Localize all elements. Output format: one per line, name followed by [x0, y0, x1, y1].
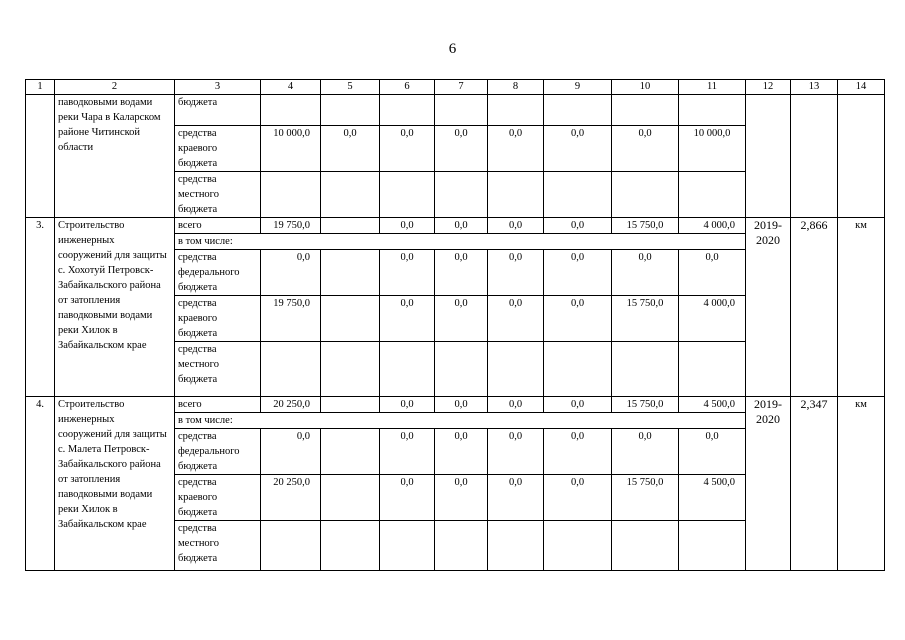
length-cell [791, 95, 838, 218]
amount-cell: 0,0 [380, 397, 435, 413]
amount-cell: 0,0 [679, 429, 746, 475]
amount-cell: 0,0 [544, 397, 612, 413]
object-name: Строительство инженерных сооружений для защиты с. Малета Петровск-Забайкальского района от затопления паводковыми водами реки Хилок в Забайкальском крае [55, 397, 175, 571]
unit-cell [838, 95, 885, 218]
amount-cell: 0,0 [435, 397, 488, 413]
amount-cell: 15 750,0 [612, 475, 679, 521]
amount-cell: 0,0 [488, 397, 544, 413]
funding-source: средства местного бюджета [175, 342, 261, 397]
unit-cell: км [838, 218, 885, 397]
page-number: 6 [448, 41, 457, 57]
table-row [26, 95, 885, 126]
funding-source: средства краевого бюджета [175, 296, 261, 342]
amount-cell: 0,0 [612, 126, 679, 172]
amount-cell: 0,0 [488, 218, 544, 234]
amount-cell: 15 750,0 [612, 397, 679, 413]
column-number: 6 [380, 80, 435, 95]
amount-cell: 19 750,0 [261, 296, 321, 342]
column-number-row [26, 80, 885, 95]
amount-cell: 0,0 [488, 475, 544, 521]
amount-cell [321, 218, 380, 234]
amount-cell: 0,0 [544, 218, 612, 234]
amount-cell: 0,0 [612, 429, 679, 475]
funding-source: бюджета [175, 95, 261, 126]
amount-cell: 20 250,0 [261, 397, 321, 413]
row-number: 4. [26, 397, 55, 571]
column-number: 4 [261, 80, 321, 95]
amount-cell: 0,0 [435, 429, 488, 475]
length-cell: 2,347 [791, 397, 838, 571]
funding-source: средства краевого бюджета [175, 475, 261, 521]
amount-cell: 0,0 [435, 296, 488, 342]
funding-source: всего [175, 397, 261, 413]
amount-cell: 10 000,0 [261, 126, 321, 172]
funding-source: всего [175, 218, 261, 234]
column-number: 5 [321, 80, 380, 95]
amount-cell: 0,0 [380, 296, 435, 342]
amount-cell: 15 750,0 [612, 296, 679, 342]
amount-cell: 0,0 [380, 126, 435, 172]
amount-cell: 0,0 [612, 250, 679, 296]
funding-source: средства краевого бюджета [175, 126, 261, 172]
row-number: 3. [26, 218, 55, 397]
amount-cell: 0,0 [380, 475, 435, 521]
column-number: 12 [746, 80, 791, 95]
column-number: 9 [544, 80, 612, 95]
amount-cell: 4 000,0 [679, 218, 746, 234]
amount-cell: 0,0 [321, 126, 380, 172]
funding-source: средства местного бюджета [175, 172, 261, 218]
amount-cell: 0,0 [488, 250, 544, 296]
unit-cell: км [838, 397, 885, 571]
amount-cell: 10 000,0 [679, 126, 746, 172]
financing-table [25, 79, 885, 571]
years-cell: 2019-2020 [746, 218, 791, 397]
row-number [26, 95, 55, 218]
amount-cell [321, 475, 380, 521]
amount-cell [321, 296, 380, 342]
column-number: 14 [838, 80, 885, 95]
amount-cell: 0,0 [435, 126, 488, 172]
table-row [26, 397, 885, 413]
amount-cell: 4 000,0 [679, 296, 746, 342]
amount-cell: 0,0 [544, 296, 612, 342]
column-number: 8 [488, 80, 544, 95]
column-number: 11 [679, 80, 746, 95]
table-row [26, 218, 885, 234]
amount-cell: 0,0 [435, 250, 488, 296]
amount-cell: 0,0 [544, 429, 612, 475]
amount-cell: 20 250,0 [261, 475, 321, 521]
funding-source: в том числе: [175, 413, 746, 429]
amount-cell: 0,0 [380, 218, 435, 234]
amount-cell: 15 750,0 [612, 218, 679, 234]
amount-cell: 0,0 [488, 126, 544, 172]
column-number: 13 [791, 80, 838, 95]
amount-cell: 0,0 [380, 429, 435, 475]
funding-source: средства местного бюджета [175, 521, 261, 571]
column-number: 2 [55, 80, 175, 95]
years-cell [746, 95, 791, 218]
amount-cell: 0,0 [544, 126, 612, 172]
amount-cell [321, 429, 380, 475]
amount-cell: 0,0 [435, 218, 488, 234]
amount-cell: 0,0 [435, 475, 488, 521]
years-cell: 2019-2020 [746, 397, 791, 571]
column-number: 7 [435, 80, 488, 95]
amount-cell [321, 397, 380, 413]
amount-cell: 0,0 [261, 250, 321, 296]
length-cell: 2,866 [791, 218, 838, 397]
amount-cell: 0,0 [488, 429, 544, 475]
amount-cell: 19 750,0 [261, 218, 321, 234]
amount-cell: 0,0 [261, 429, 321, 475]
amount-cell: 0,0 [488, 296, 544, 342]
funding-source: в том числе: [175, 234, 746, 250]
object-name: паводковыми водами реки Чара в Каларском районе Читинской области [55, 95, 175, 218]
object-name: Строительство инженерных сооружений для защиты с. Хохотуй Петровск-Забайкальского района от затопления паводковыми водами реки Хилок в Забайкальском крае [55, 218, 175, 397]
funding-source: средства федерального бюджета [175, 429, 261, 475]
amount-cell: 0,0 [544, 475, 612, 521]
funding-source: средства федерального бюджета [175, 250, 261, 296]
column-number: 1 [26, 80, 55, 95]
amount-cell: 4 500,0 [679, 397, 746, 413]
amount-cell: 0,0 [380, 250, 435, 296]
amount-cell: 4 500,0 [679, 475, 746, 521]
amount-cell: 0,0 [544, 250, 612, 296]
column-number: 3 [175, 80, 261, 95]
column-number: 10 [612, 80, 679, 95]
amount-cell: 0,0 [679, 250, 746, 296]
amount-cell [321, 250, 380, 296]
